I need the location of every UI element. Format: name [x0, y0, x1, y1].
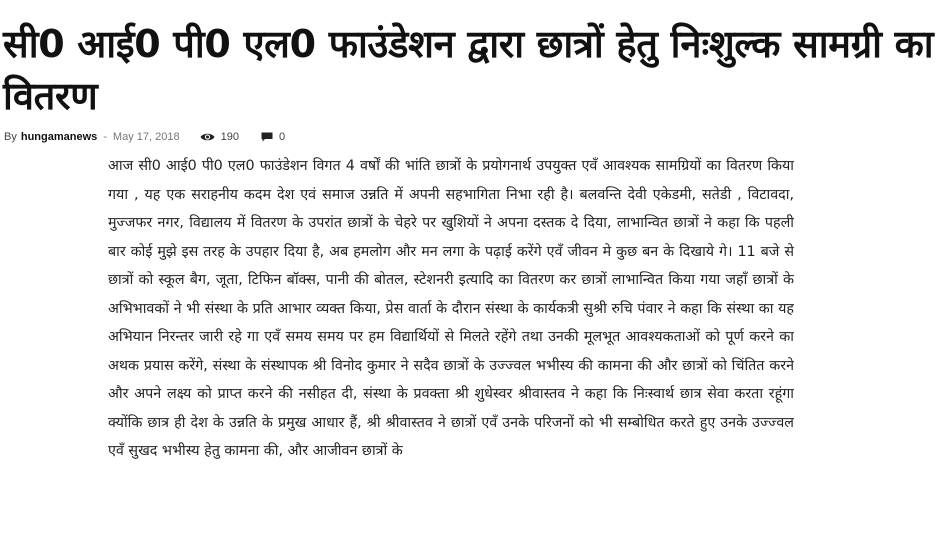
article-paragraph: आज सी0 आई0 पी0 एल0 फाउंडेशन विगत 4 वर्षों की भांति छात्रों के प्रयोगनार्थ उपयुक्त एवँ आवश्यक सामग्रियों का वितरण किया गया , यह एक सराहनीय कदम देश एवं समाज उन्नति में अपनी सहभागिता निभा रही है। बलवन्ति देवी एकेडमी, सतेडी , विटावदा, मुज्जफर नगर, विद्यालय में वितरण के उपरांत छात्रों के चेहरे पर खुशियों ने अपना दस्तक दे दिया, लाभान्वित छात्रों ने कहा कि पहली बार कोई मुझे इस तरह के उपहार दिया है, अब हमलोग और मन लगा के पढ़ाई करेंगे एवँ जीवन मे कुछ बन के दिखाये गे। 11 बजे से छात्रों को स्कूल बैग, जूता, टिफिन बॉक्स, पानी की बोतल, स्टेशनरी इत्यादि का वितरण कर छात्रों लाभान्वित किया गया जहाँ छात्रों के अभिभावकों ने भी संस्था के प्रति आभार व्यक्त किया, प्रेस वार्ता के दौरान संस्था के कार्यकत्री सुश्री रुचि पंवार ने कहा कि संस्था का यह अभियान निरन्तर जारी रहे गा एवँ समय समय पर हम विद्यार्थियों से मिलते रहेंगे तथा उनकी मूलभूत आवश्यकताओं को पूर्ण करने का अथक प्रयास करेंगे, संस्था के संस्थापक श्री विनोद कुमार ने सदैव छात्रों के उज्ज्वल भभीस्य की कामना की और छात्रों को चिंतित करने और अपने लक्ष्य को प्राप्त करने की नसीहत दी, संस्था के प्रवक्ता श्री शुधेस्वर श्रीवास्तव ने कहा कि निःस्वार्थ छात्र सेवा करता रहूंगा क्योंकि छात्र ही देश के उन्नति के प्रमुख आधार हैं, श्री श्रीवास्तव ने छात्रों एवँ उनके परिजनों को भी सम्बोधित करते हुए उनके उज्ज्वल एवँ सुखद भभीस्य हेतु कामना की, और आजीवन छात्रों के [108, 158, 794, 459]
author-link[interactable]: hungamanews [20, 131, 98, 143]
view-counter [200, 131, 239, 143]
byline-label: By [4, 131, 17, 143]
post-date: May 17, 2018 [112, 131, 180, 143]
post-meta [4, 129, 285, 145]
view-count: 190 [220, 131, 239, 143]
article-body [108, 152, 794, 558]
article-title: सी0 आई0 पी0 एल0 फाउंडेशन द्वारा छात्रों हेतु निःशुल्क सामग्री का वितरण [3, 22, 934, 118]
comment-count: 0 [278, 131, 286, 143]
comment-bubble-icon [261, 132, 273, 142]
meta-separator: - [103, 131, 107, 143]
eye-icon [200, 132, 215, 142]
comment-counter[interactable] [261, 131, 285, 143]
